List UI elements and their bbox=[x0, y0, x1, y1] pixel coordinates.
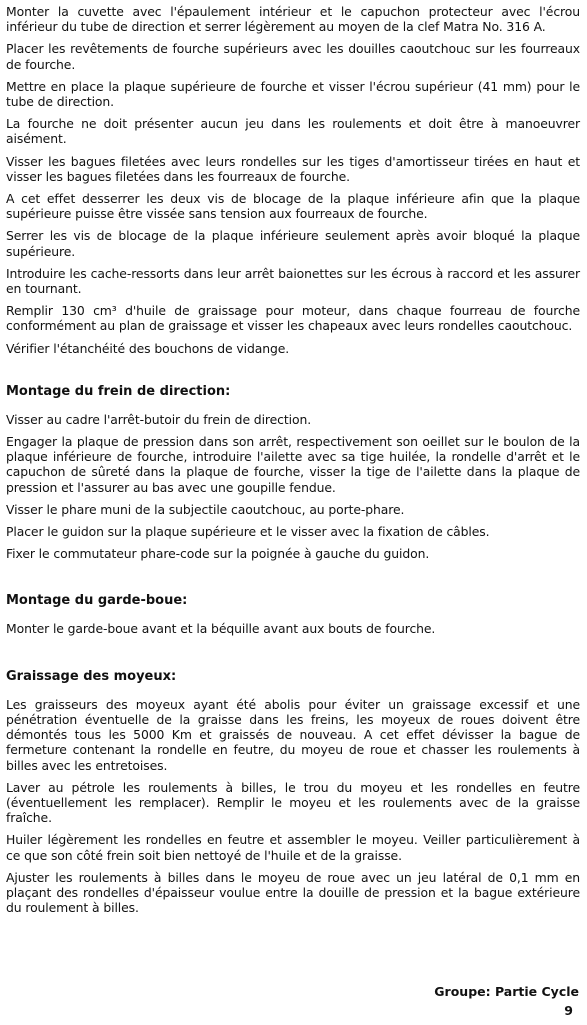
graissage-paragraph-3: Huiler légèrement les rondelles en feutre et assembler le moyeu. Veiller particulièrement à ce que son côté frein soit bien nettoyé de l'huile et de la graisse. bbox=[6, 832, 580, 863]
page-number: 9 bbox=[564, 1003, 573, 1018]
section-title-garde-boue: Montage du garde-boue: bbox=[6, 593, 188, 609]
graissage-paragraph-1: Les graisseurs des moyeux ayant été abolis pour éviter un graissage excessif et une pénétration éventuelle de la graisse dans les freins, les moyeux de roues doivent être démontés tous les 5000 Km et graissés de nouveau. A cet effet dévisser la bague de fermeture contenant la rondelle en feutre, du moyeu de roue et chasser les roulements à billes avec les entretoises. bbox=[6, 696, 580, 773]
section-title-graissage: Graissage des moyeux: bbox=[6, 668, 177, 684]
garde-paragraph-1: Monter le garde-boue avant et la béquille avant aux bouts de fourche. bbox=[6, 621, 436, 637]
intro-paragraph-5: Visser les bagues filetées avec leurs rondelles sur les tiges d'amortisseur tirées en haut et visser les bagues filetées dans les fourreaux de fourche. bbox=[6, 153, 580, 184]
frein-paragraph-5: Fixer le commutateur phare-code sur la poignée à gauche du guidon. bbox=[6, 546, 430, 562]
section-title-frein: Montage du frein de direction: bbox=[6, 383, 231, 399]
intro-paragraph-6: A cet effet desserrer les deux vis de blocage de la plaque inférieure afin que la plaque supérieure puisse être vissée sans tension aux fourreaux de fourche. bbox=[6, 191, 580, 222]
graissage-paragraph-4: Ajuster les roulements à billes dans le moyeu de roue avec un jeu latéral de 0,1 mm en plaçant des rondelles d'épaisseur voulue entre la douille de pression et la bague extérieure du roulement à billes. bbox=[6, 869, 580, 916]
document-page bbox=[6, 4, 580, 922]
intro-paragraph-9: Remplir 130 cm³ d'huile de graissage pour moteur, dans chaque fourreau de fourche conformément au plan de graissage et visser les chapeaux avec leurs rondelles caoutchouc. bbox=[6, 303, 580, 334]
intro-paragraph-10: Vérifier l'étanchéité des bouchons de vidange. bbox=[6, 340, 290, 356]
intro-paragraph-7: Serrer les vis de blocage de la plaque inférieure seulement après avoir bloqué la plaque supérieure. bbox=[6, 228, 580, 259]
frein-paragraph-2: Engager la plaque de pression dans son arrêt, respectivement son oeillet sur le boulon de la plaque inférieure de fourche, introduire l'ailette avec sa tige huilée, la rondelle d'arrêt et le capuchon de sûreté dans la plaque de fourche, visser la tige de l'ailette dans la plaque de pression et l'assurer au bas avec une goupille fendue. bbox=[6, 434, 580, 495]
intro-paragraph-4: La fourche ne doit présenter aucun jeu dans les roulements et doit être à manoeuvrer aisément. bbox=[6, 116, 580, 147]
frein-paragraph-1: Visser au cadre l'arrêt-butoir du frein de direction. bbox=[6, 411, 312, 427]
intro-paragraph-8: Introduire les cache-ressorts dans leur arrêt baionettes sur les écrous à raccord et les assurer en tournant. bbox=[6, 265, 580, 297]
section-graissage-moyeux bbox=[6, 669, 580, 916]
frein-paragraph-3: Visser le phare muni de la subjectile caoutchouc, au porte-phare. bbox=[6, 501, 405, 517]
frein-paragraph-4: Placer le guidon sur la plaque supérieure et le visser avec la fixation de câbles. bbox=[6, 524, 490, 540]
intro-paragraph-1: Monter la cuvette avec l'épaulement intérieur et le capuchon protecteur avec l'écrou inférieur du tube de direction et serrer légèrement au moyen de la clef Matra No. 316 A. bbox=[6, 4, 580, 35]
section-garde-boue bbox=[6, 593, 580, 636]
intro-paragraph-3: Mettre en place la plaque supérieure de fourche et visser l'écrou supérieur (41 mm) pour le tube de direction. bbox=[6, 78, 580, 110]
intro-section bbox=[6, 4, 580, 356]
footer-group-label: Groupe: Partie Cycle bbox=[434, 984, 579, 999]
intro-paragraph-2: Placer les revêtements de fourche supérieurs avec les douilles caoutchouc sur les fourreaux de fourche. bbox=[6, 41, 580, 72]
section-frein-direction bbox=[6, 384, 580, 562]
graissage-paragraph-2: Laver au pétrole les roulements à billes, le trou du moyeu et les rondelles en feutre (éventuellement les remplacer). Remplir le moyeu et les roulements avec de la graisse fraîche. bbox=[6, 779, 580, 826]
